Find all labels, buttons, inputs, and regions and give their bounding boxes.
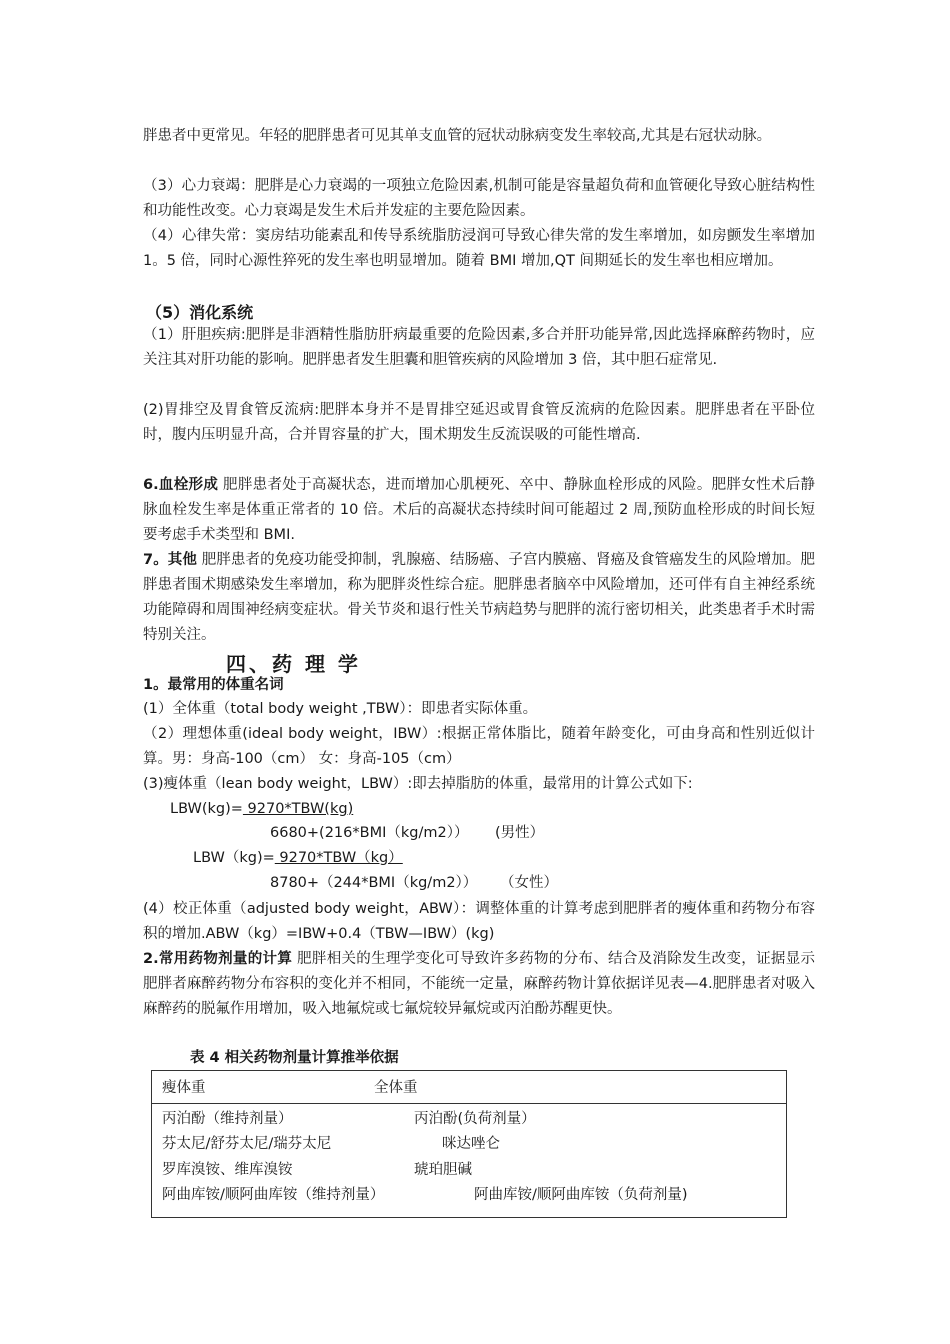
table-cell: 芬太尼/舒芬太尼/瑞芬太尼 (162, 1136, 332, 1152)
table-caption: 表 4 相关药物剂量计算推举依据 (190, 1050, 399, 1066)
paragraph-other (143, 548, 815, 648)
table-divider (152, 1103, 786, 1104)
formula-male-label: (男性） (495, 825, 545, 841)
table-cell: 阿曲库铵/顺阿曲库铵（负荷剂量) (474, 1187, 688, 1203)
paragraph-abw: (4）校正体重（adjusted body weight，ABW）：调整体重的计算考虑到肥胖者的瘦体重和药物分布容积的增加.ABW（kg）=IBW+0.4（TBW—IBW）(kg) (143, 901, 815, 942)
dosing-table (151, 1070, 787, 1218)
other-text: 肥胖患者的免疫功能受抑制，乳腺癌、结肠癌、子宫内膜癌、肾癌及食管癌发生的风险增加。肥胖患者围术期感染发生率增加，称为肥胖炎性综合症。肥胖患者脑卒中风险增加，还可伴有自主神经系统功能障碍和周围神经病变症状。骨关节炎和退行性关节病趋势与肥胖的流行密切相关，此类患者手术时需特别关注。 (143, 552, 816, 643)
formula-female-label: （女性） (500, 875, 558, 891)
paragraph-tbw: (1）全体重（total body weight ,TBW）：即患者实际体重。 (143, 701, 538, 717)
table-cell: 丙泊酚(负荷剂量） (414, 1111, 536, 1127)
paragraph-coronary: 胖患者中更常见。年轻的肥胖患者可见其单支血管的冠状动脉病变发生率较高,尤其是右冠状动脉。 (143, 128, 772, 144)
table-cell: 罗库溴铵、维库溴铵 (162, 1162, 293, 1178)
formula-female-denominator: 8780+（244*BMI（kg/m2）） (270, 875, 478, 891)
paragraph-liver-gallbladder: （1）肝胆疾病:肥胖是非酒精性脂肪肝病最重要的危险因素,多合并肝功能异常,因此选择麻醉药物时，应关注其对肝功能的影响。肥胖患者发生胆囊和胆管疾病的风险增加 3 倍，其中胆石症常见. (143, 327, 815, 368)
thrombosis-title: 6.血栓形成 (143, 477, 219, 493)
dose-calculation-title: 2.常用药物剂量的计算 (143, 951, 293, 967)
heading-digestive-system: （5）消化系统 (146, 303, 254, 322)
paragraph-ibw: （2）理想体重(ideal body weight，IBW）:根据正常体脂比，随着年龄变化，可由身高和性别近似计算。男：身高-100（cm） 女：身高-105（cm） (143, 726, 815, 767)
table-cell: 咪达唑仑 (442, 1136, 500, 1152)
formula-male-denominator: 6680+(216*BMI（kg/m2）） (270, 825, 469, 841)
paragraph-lbw: (3)瘦体重（lean body weight，LBW）:即去掉脂肪的体重，最常用的计算公式如下: (143, 776, 693, 792)
heading-pharmacology: 四、药 理 学 (226, 652, 361, 676)
table-cell: 丙泊酚（维持剂量） (162, 1111, 293, 1127)
thrombosis-text: 肥胖患者处于高凝状态，进而增加心肌梗死、卒中、静脉血栓形成的风险。肥胖女性术后静脉血栓发生率是体重正常者的 10 倍。术后的高凝状态持续时间可能超过 2 周,预防血栓形成的时间长短要考虑手术类型和 BMI. (143, 477, 815, 543)
heading-weight-terms: 1。最常用的体重名词 (143, 677, 284, 693)
dose-calculation-text: 肥胖相关的生理学变化可导致许多药物的分布、结合及消除发生改变，证据显示肥胖者麻醉药物分布容积的变化并不相同，不能统一定量，麻醉药物计算依据详见表—4.肥胖患者对吸入麻醉药的脱氟作用增加，吸入地氟烷或七氟烷较异氟烷或丙泊酚苏醒更快。 (143, 951, 815, 1017)
table-header-total: 全体重 (374, 1080, 418, 1096)
table-cell: 琥珀胆碱 (414, 1162, 472, 1178)
paragraph-arrhythmia: （4）心律失常：窦房结功能素乱和传导系统脂肪浸润可导致心律失常的发生率增加，如房颤发生率增加 1。5 倍，同时心源性猝死的发生率也明显增加。随着 BMI 增加,QT 间期延长的发生率也相应增加。 (143, 228, 815, 269)
formula-male-numerator: LBW(kg)= 9270*TBW(kg) (170, 801, 354, 817)
formula-female-numerator: LBW（kg)= 9270*TBW（kg） (193, 850, 403, 866)
paragraph-thrombosis (143, 473, 815, 548)
paragraph-heart-failure: （3）心力衰竭：肥胖是心力衰竭的一项独立危险因素,机制可能是容量超负荷和血管硬化导致心脏结构性和功能性改变。心力衰竭是发生术后并发症的主要危险因素。 (143, 178, 815, 219)
paragraph-gastric: (2)胃排空及胃食管反流病:肥胖本身并不是胃排空延迟或胃食管反流病的危险因素。肥胖患者在平卧位时，腹内压明显升高，合并胃容量的扩大，围术期发生反流误吸的可能性增高. (143, 402, 815, 443)
other-title: 7。其他 (143, 552, 198, 568)
table-header-lean: 瘦体重 (162, 1080, 206, 1096)
paragraph-dose-calculation (143, 947, 815, 1022)
table-cell: 阿曲库铵/顺阿曲库铵（维持剂量） (162, 1187, 385, 1203)
